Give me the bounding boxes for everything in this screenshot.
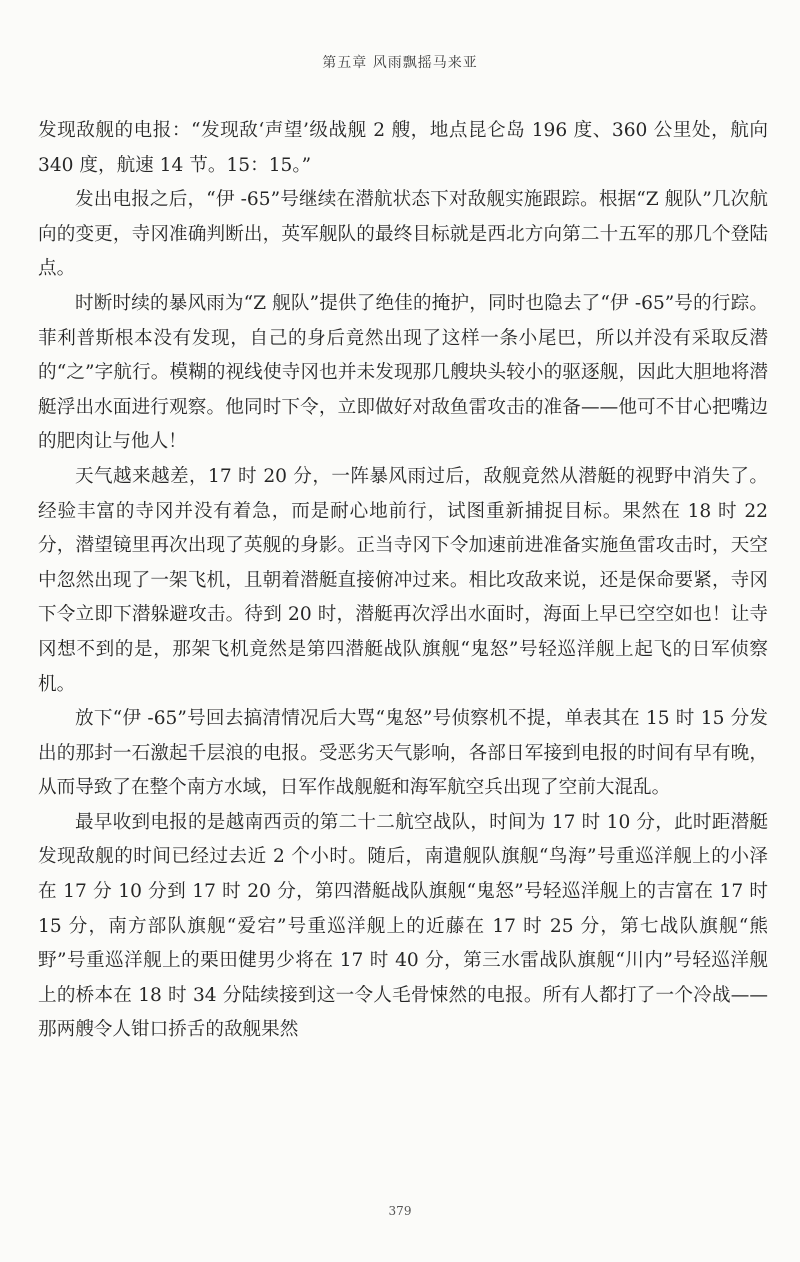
running-header: 第五章 风雨飘摇马来亚 (322, 55, 478, 71)
paragraph: 最早收到电报的是越南西贡的第二十二航空战队，时间为 17 时 10 分，此时距潜艇发现敌舰的时间已经过去近 2 个小时。随后，南遣舰队旗舰“鸟海”号重巡洋舰上的小泽在 17 分 10 分到 17 时 20 分，第四潜艇战队旗舰“鬼怒”号轻巡洋舰上的吉富在 17 时 15 分，南方部队旗舰“爱宕”号重巡洋舰上的近藤在 17 时 25 分，第七战队旗舰“熊野”号重巡洋舰上的栗田健男少将在 17 时 40 分，第三水雷战队旗舰“川内”号轻巡洋舰上的桥本在 18 时 34 分陆续接到这一令人毛骨悚然的电报。所有人都打了一个冷战——那两艘令人钳口挢舌的敌舰果然 (38, 811, 768, 1041)
paragraph: 放下“伊 -65”号回去搞清情况后大骂“鬼怒”号侦察机不提，单表其在 15 时 15 分发出的那封一石激起千层浪的电报。受恶劣天气影响，各部日军接到电报的时间有早有晚，从而导致了在整个南方水域，日军作战舰艇和海军航空兵出现了空前大混乱。 (38, 708, 768, 799)
paragraph-continued: 发现敌舰的电报：“发现敌‘声望’级战舰 2 艘，地点昆仑岛 196 度、360 公里处，航向 340 度，航速 14 节。15：15。” (38, 120, 768, 176)
paragraph: 天气越来越差，17 时 20 分，一阵暴风雨过后，敌舰竟然从潜艇的视野中消失了。经验丰富的寺冈并没有着急，而是耐心地前行，试图重新捕捉目标。果然在 18 时 22 分，潜望镜里再次出现了英舰的身影。正当寺冈下令加速前进准备实施鱼雷攻击时，天空中忽然出现了一架飞机，且朝着潜艇直接俯冲过来。相比攻敌来说，还是保命要紧，寺冈下令立即下潜躲避攻击。待到 20 时，潜艇再次浮出水面时，海面上早已空空如也！让寺冈想不到的是，那架飞机竟然是第四潜艇战队旗舰“鬼怒”号轻巡洋舰上起飞的日军侦察机。 (38, 465, 768, 695)
paragraph: 时断时续的暴风雨为“Z 舰队”提供了绝佳的掩护，同时也隐去了“伊 -65”号的行踪。菲利普斯根本没有发现，自己的身后竟然出现了这样一条小尾巴，所以并没有采取反潜的“之”字航行。模糊的视线使寺冈也并未发现那几艘块头较小的驱逐舰，因此大胆地将潜艇浮出水面进行观察。他同时下令，立即做好对敌鱼雷攻击的准备——他可不甘心把嘴边的肥肉让与他人！ (38, 292, 768, 453)
page-number: 379 (388, 1204, 412, 1218)
body-text (38, 114, 768, 1048)
paragraph: 发出电报之后，“伊 -65”号继续在潜航状态下对敌舰实施跟踪。根据“Z 舰队”几次航向的变更，寺冈准确判断出，英军舰队的最终目标就是西北方向第二十五军的那几个登陆点。 (38, 189, 768, 280)
